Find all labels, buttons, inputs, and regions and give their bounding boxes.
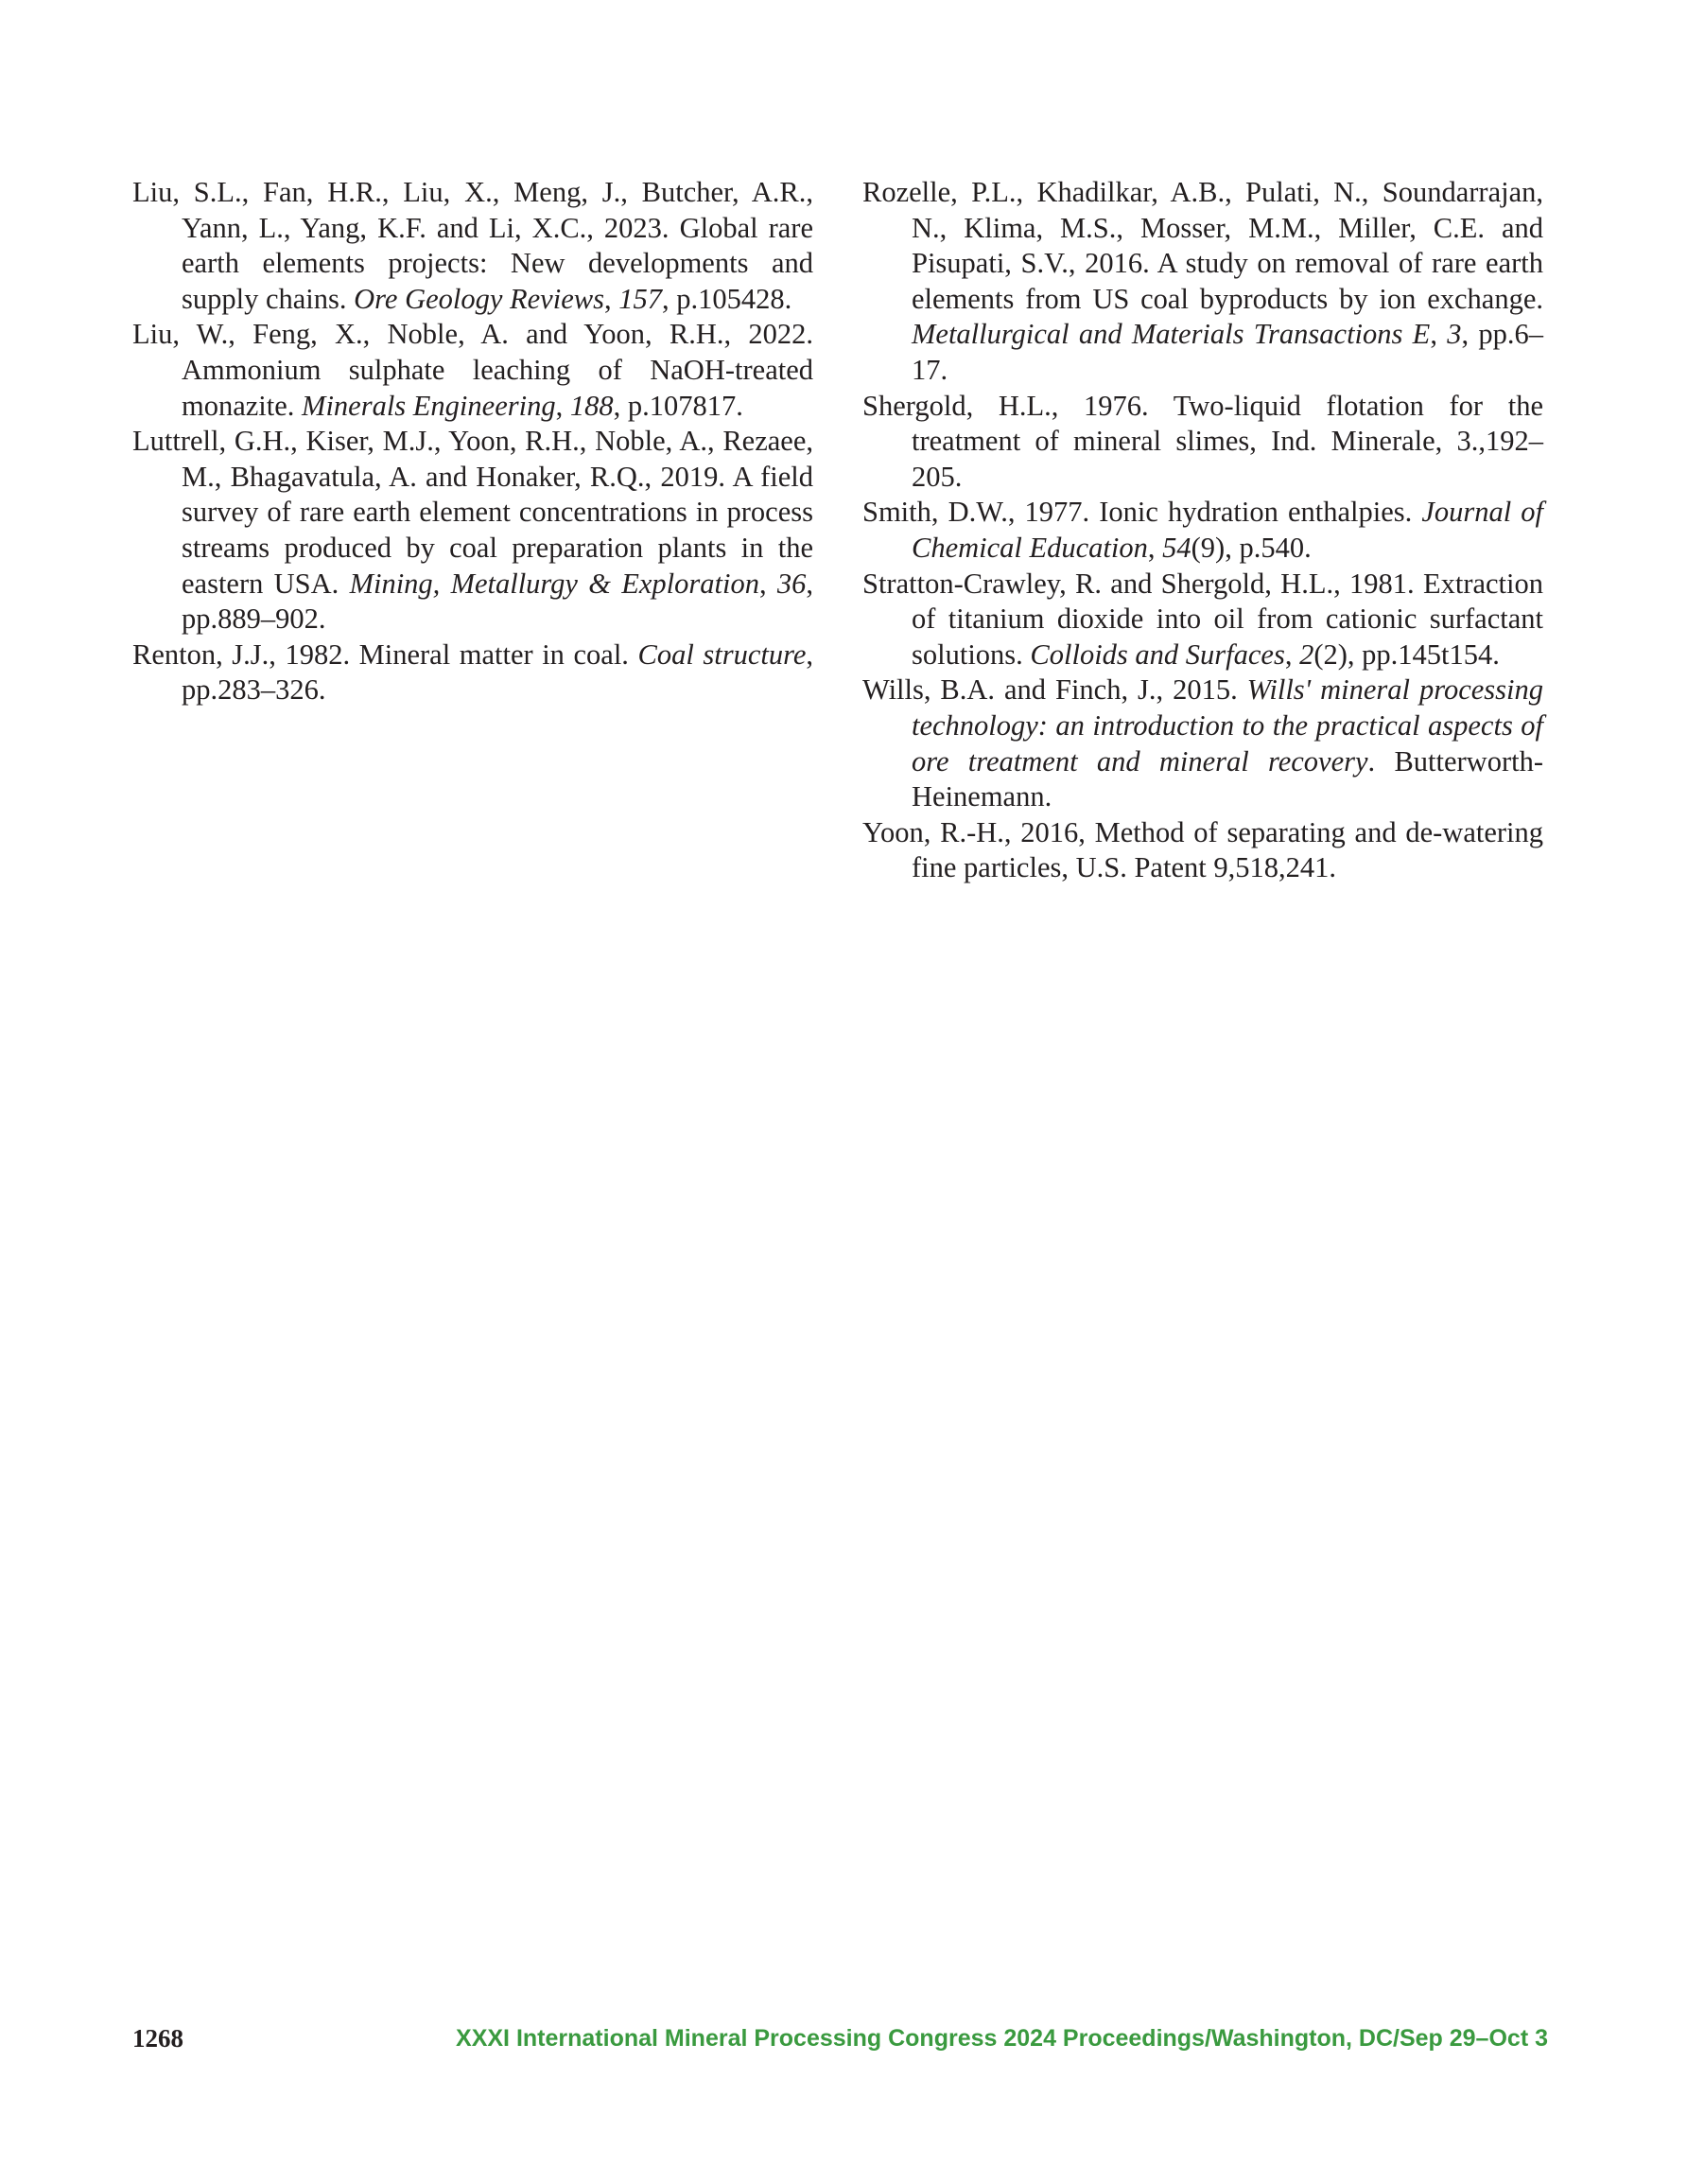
- reference-text: ,: [1430, 318, 1448, 351]
- reference-italic-text: Ore Geology Reviews: [354, 282, 604, 315]
- running-footer-title: XXXI International Mineral Processing Congress 2024 Proceedings/Washington, DC/Sep 29–Oct 3: [456, 2025, 1548, 2052]
- reference-text: Rozelle, P.L., Khadilkar, A.B., Pulati, N., Soundarrajan, N., Klima, M.S., Mosser, M.M., Miller, C.E. and Pisupati, S.V., 2016. A study on removal of rare earth elements from US coal byproducts by ion exchange.: [862, 176, 1543, 315]
- reference-text: Liu, S.L., Fan, H.R., Liu, X., Meng, J., Butcher, A.R., Yann, L., Yang, K.F. and Li, X.C., 2023. Global rare earth elements projects: New developments and supply chains.: [132, 176, 813, 315]
- reference-text: , pp.6–17.: [912, 318, 1543, 386]
- reference-text: Liu, W., Feng, X., Noble, A. and Yoon, R.H., 2022. Ammonium sulphate leaching of NaOH-treated monazite.: [132, 318, 813, 422]
- reference-entry: [862, 567, 1543, 673]
- reference-italic-text: 157: [618, 282, 662, 315]
- reference-italic-text: Metallurgical and Materials Transactions E: [912, 318, 1431, 351]
- reference-italic-text: 188: [569, 389, 614, 422]
- reference-entry: [132, 424, 813, 638]
- reference-entry: [132, 317, 813, 424]
- reference-text: ,: [1284, 638, 1300, 671]
- reference-entry: [862, 175, 1543, 389]
- reference-text: Yoon, R.-H., 2016, Method of separating and de-watering fine particles, U.S. Patent 9,518,241.: [862, 815, 1543, 884]
- reference-text: (9), p.540.: [1191, 531, 1312, 564]
- reference-text: . Butterworth-Heinemann.: [912, 744, 1543, 813]
- reference-entry: [862, 495, 1543, 566]
- reference-text: Shergold, H.L., 1976. Two-liquid flotation for the treatment of mineral slimes, Ind. Minerale, 3.,192–205.: [862, 389, 1543, 493]
- reference-text: , pp.283–326.: [182, 638, 813, 707]
- reference-text: Wills, B.A. and Finch, J., 2015.: [862, 673, 1247, 707]
- reference-text: ,: [1147, 531, 1163, 564]
- references-right-column: [862, 175, 1543, 886]
- reference-text: Luttrell, G.H., Kiser, M.J., Yoon, R.H., Noble, A., Rezaee, M., Bhagavatula, A. and Honaker, R.Q., 2019. A field survey of rare earth element concentrations in process streams produced by coal preparation plants in the eastern USA.: [132, 425, 813, 600]
- references-left-column: [132, 175, 813, 708]
- page-number: 1268: [132, 2024, 183, 2053]
- reference-italic-text: Colloids and Surfaces: [1030, 638, 1285, 671]
- reference-entry: [132, 638, 813, 708]
- reference-text: Stratton-Crawley, R. and Shergold, H.L., 1981. Extraction of titanium dioxide into oil from cationic surfactant solutions.: [862, 567, 1543, 671]
- reference-text: , p.107817.: [613, 389, 743, 422]
- reference-italic-text: 2: [1299, 638, 1314, 671]
- reference-italic-text: 54: [1162, 531, 1191, 564]
- reference-italic-text: 36: [776, 567, 807, 600]
- reference-entry: [132, 175, 813, 317]
- reference-italic-text: Minerals Engineering: [302, 389, 556, 422]
- reference-entry: [862, 389, 1543, 496]
- reference-entry: [862, 673, 1543, 814]
- reference-text: , pp.889–902.: [182, 567, 813, 636]
- reference-text: ,: [603, 282, 619, 315]
- reference-italic-text: Mining, Metallurgy & Exploration: [349, 567, 759, 600]
- reference-italic-text: Coal structure: [637, 638, 807, 671]
- reference-text: Smith, D.W., 1977. Ionic hydration enthalpies.: [862, 496, 1422, 529]
- reference-italic-text: 3: [1447, 318, 1462, 351]
- reference-italic-text: Journal of Chemical Education: [912, 496, 1543, 564]
- reference-text: , p.105428.: [661, 282, 792, 315]
- reference-entry: [862, 815, 1543, 886]
- reference-text: (2), pp.145t154.: [1313, 638, 1500, 671]
- reference-text: ,: [758, 567, 777, 600]
- reference-italic-text: Wills' mineral processing technology: an introduction to the practical aspects of ore treatment and mineral recovery: [912, 673, 1543, 778]
- reference-text: ,: [555, 389, 570, 422]
- reference-text: Renton, J.J., 1982. Mineral matter in coal.: [132, 638, 638, 671]
